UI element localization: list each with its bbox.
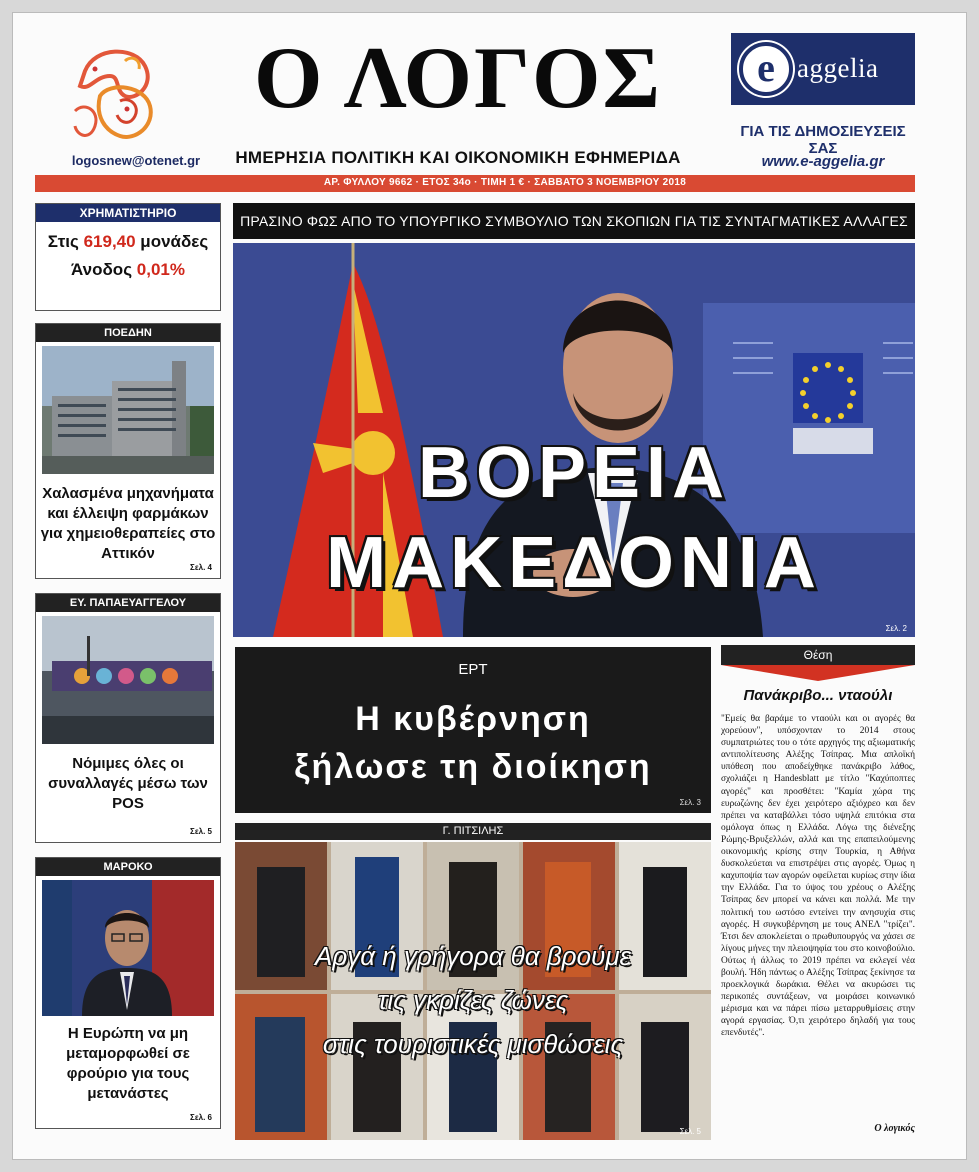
tourism-byline: Γ. ΠΙΤΣΙΛΗΣ [235, 823, 711, 840]
side-story-pos[interactable] [35, 593, 221, 843]
page-ref: Σελ. 5 [190, 827, 212, 836]
eaggelia-url: www.e-aggelia.gr [761, 153, 885, 170]
stock-index-value: 619,40 [83, 232, 136, 251]
side-story-header: ΠΟΕΔΗΝ [36, 324, 220, 342]
eaggelia-logo [731, 33, 915, 105]
newspaper-subtitle: ΗΜΕΡΗΣΙΑ ΠΟΛΙΤΙΚΗ ΚΑΙ ΟΙΚΟΝΟΜΙΚΗ ΕΦΗΜΕΡΙΔΑ [235, 148, 681, 167]
opinion-title: Πανάκριβο... νταούλι [743, 687, 893, 704]
stadium-photo [42, 616, 214, 744]
hospital-photo [42, 346, 214, 474]
logo-faces-illustration [65, 41, 175, 151]
lead-kicker: ΠΡΑΣΙΝΟ ΦΩΣ ΑΠΟ ΤΟ ΥΠΟΥΡΓΙΚΟ ΣΥΜΒΟΥΛΙΟ ΤΩΝ ΣΚΟΠΙΩΝ ΓΙΑ ΤΙΣ ΣΥΝΤΑΓΜΑΤΙΚΕΣ ΑΛΛΑΓΕΣ [233, 203, 915, 239]
side-story-header: ΕΥ. ΠΑΠΑΕΥΑΓΓΕΛΟΥ [36, 594, 220, 612]
newspaper-title: Ο ΛΟΓΟΣ [254, 30, 662, 127]
tourism-caption-line3: στις τουριστικές μισθώσεις [322, 1029, 624, 1059]
ert-kicker: ΕΡΤ [458, 661, 488, 678]
eaggelia-tagline: ΓΙΑ ΤΙΣ ΔΗΜΟΣΙΕΥΣΕΙΣ ΣΑΣ [740, 123, 906, 157]
side-story-caption: Η Ευρώπη να μη μεταμορφωθεί σε φρούριο για τους μετανάστες [66, 1025, 190, 1102]
page-ref: Σελ. 6 [190, 1113, 212, 1122]
contact-email: logosnew@otenet.gr [71, 153, 201, 168]
side-story-header: ΜΑΡΟΚΟ [36, 858, 220, 876]
eaggelia-wordmark: aggelia [797, 53, 879, 83]
ert-headline-line2: ξήλωσε τη διοίκηση [294, 748, 652, 786]
issue-bar [35, 175, 915, 192]
side-story-poedin[interactable] [35, 323, 221, 579]
ert-headline-line1: Η κυβέρνηση [355, 700, 591, 738]
stock-index-line: Στις 619,40 μονάδες [47, 232, 209, 251]
stock-header: ΧΡΗΜΑΤΙΣΤΗΡΙΟ [36, 204, 220, 222]
side-story-caption: Χαλασμένα μηχανήματα και έλλειψη φαρμάκων για χημειοθεραπείες στο Αττικόν [40, 485, 216, 562]
side-story-morocco[interactable] [35, 857, 221, 1129]
issue-info: ΑΡ. ΦΥΛΛΟΥ 9662 · ΕΤΟΣ 34ο · ΤΙΜΗ 1 € · ΣΑΒΒΑΤΟ 3 ΝΟΕΜΒΡΙΟΥ 2018 [323, 177, 687, 188]
page-ref: Σελ. 2 [885, 624, 907, 633]
opinion-signature: Ο λογικός [874, 1123, 915, 1134]
page-ref: Σελ. 5 [679, 1127, 701, 1136]
tourism-story[interactable] [235, 842, 711, 1140]
opinion-body: "Εμείς θα βαράμε το νταούλι και οι αγορές θα χορεύουν", υπόσχονταν το 2014 στους συμπατριώτες του ο τότε αρχηγός της αξιωματικής αντιπολίτευσης Αλέξης Τσίπρας. Μια απλοϊκή υπόθεση που αποδείχθηκε πανάκριβο λάθος, σχολιάζει η Handesblatt με τίτλο "Καχύποπτες αγορές" και προσθέτει: "Καμία χώρα της ευρωζώνης δεν έχει χειρότερο αξιόχρεο και δεν πρέπει να καταβάλλει τόσο υψηλά επιτόκια στα ομόλογα όπως η Ελλάδα. Λόγω της διένεξης Ρώμης-Βρυξελλών, αλλά και της επαπειλούμενης οικονομικής κρίσης στην Τουρκία, η Αθήνα δυσκολεύεται να επιστρέψει στις αγορές. Όμως η καχυποψία των αγορών οφείλεται κυρίως στην ίδια την Ελλάδα. Για το ύψος του χρέους ο Αλέξης Τσίπρας δεν μπορεί να κάνει και πολλά. Με την πολιτική του ωστόσο εντείνει την ανησυχία στις αγορές. Η συγκυβέρνηση με τους ΑΝΕΛ "τρίζει". Έτσι δεν αποκλείεται ο πρωθυπουργός να χάσει σε λίγους μήνες την πλειοψηφία του στο κοινοβούλιο. Ούτως ή άλλως το 2019 πρέπει να εκλεγεί νέα βουλή. Ήδη πάντως ο Αλέξης Τσίπρας ξεκίνησε τα προεκλογικά δωράκια. Θέλει να ακυρώσει τις περικοπές συντάξεων, να μοιράσει κοινωνικό μέρισμα και να πάρει πίσω μεταρρυθμίσεις στην αγορά εργασίας. Ό,τι χειρότερο δηλαδή για τους επενδυτές". [721, 714, 915, 1039]
stock-market-box [35, 203, 221, 311]
stock-change-value: 0,01% [136, 260, 185, 279]
lead-headline-line2: ΜΑΚΕΔΟΝΙΑ [326, 523, 822, 603]
page-ref: Σελ. 4 [190, 563, 212, 572]
lead-headline-line1: ΒΟΡΕΙΑ [417, 433, 731, 513]
tourism-caption-line2: τις γκρίζες ζώνες [377, 985, 569, 1015]
page-ref: Σελ. 3 [679, 798, 701, 807]
opinion-triangle-icon [721, 665, 915, 681]
lead-story[interactable] [233, 243, 915, 637]
side-story-caption: Νόμιμες όλες οι συναλλαγές μέσω των POS [48, 755, 208, 812]
opinion-header: Θέση [721, 645, 915, 665]
ert-story[interactable] [235, 647, 711, 813]
newspaper-front-page [12, 12, 967, 1160]
tourism-caption-line1: Αργά ή γρήγορα θα βρούμε [315, 941, 631, 971]
eaggelia-circle-icon: e [739, 42, 793, 96]
stock-change-line: Άνοδος 0,01% [71, 260, 185, 279]
minister-photo [42, 880, 214, 1016]
